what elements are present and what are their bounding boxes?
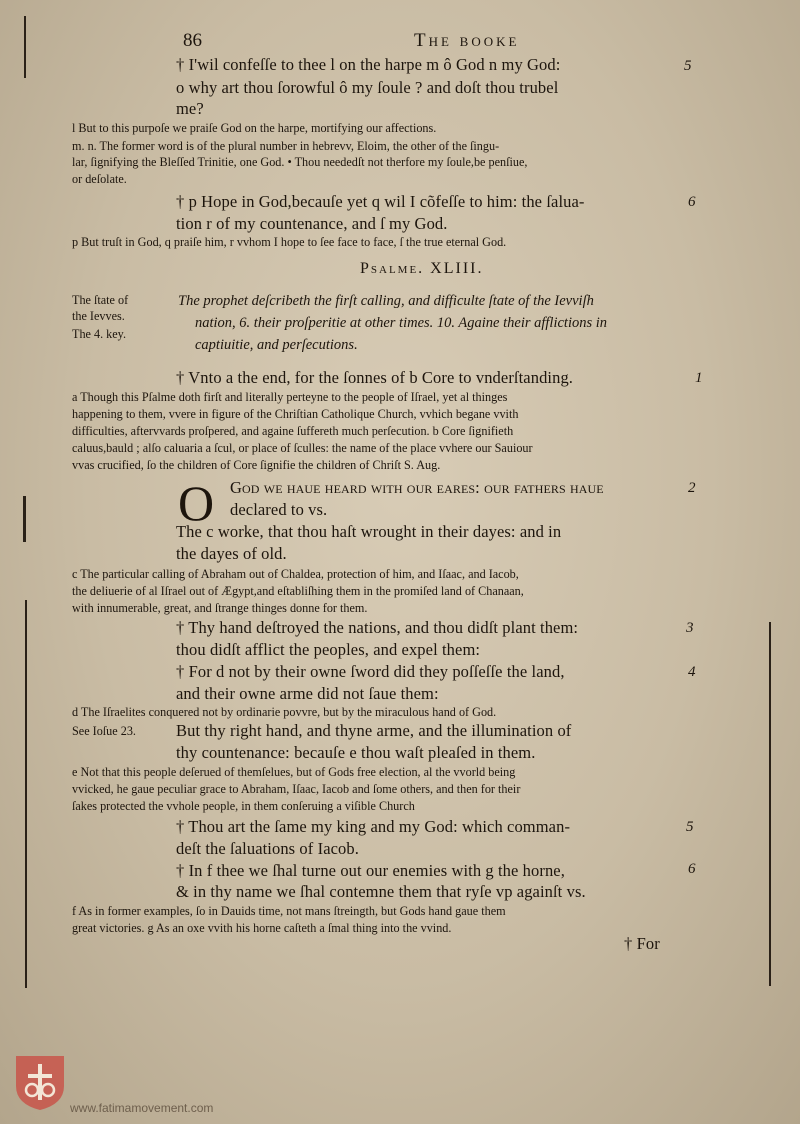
text-line: and their owne arme did not ſaue them: [176, 684, 439, 703]
margin-note: The 4. key. [72, 327, 127, 341]
text-line: o why art thou ſorowful ô my ſoule ? and doſt thou trubel [176, 78, 559, 97]
text-line: deſt the ſaluations of Iacob. [176, 839, 359, 858]
annotation-line: ſakes protected the vvhole people, in them conſeruing a viſible Church [72, 799, 415, 813]
website-link[interactable]: www.fatimamovement.com [70, 1101, 214, 1115]
text-line: & in thy name we ſhal contemne them that ryſe vp againſt vs. [176, 882, 586, 901]
annotation-line: lar, ſignifying the Bleſſed Trinitie, one God. • Thou neededſt not therfore my ſoule,be penſiue, [72, 155, 528, 169]
psalm-argument: captiuitie, and perſecutions. [195, 337, 358, 353]
fatima-crest-logo [14, 1054, 66, 1112]
annotation-line: m. n. The former word is of the plural number in hebrevv, Eloim, the other of the ſingu- [72, 139, 500, 153]
right-rule [769, 622, 771, 986]
text-line: † Thou art the ſame my king and my God: which comman- [176, 817, 571, 836]
text-line: tion r of my countenance, and ſ my God. [176, 214, 448, 233]
margin-note: See Ioſue 23. [72, 724, 136, 738]
verse-number: 1 [695, 370, 703, 386]
left-rule-long [25, 600, 27, 988]
text-line: † I'wil confeſſe to thee l on the harpe m ô God n my God: [176, 55, 561, 74]
catchword: † For [624, 934, 660, 953]
annotation-line: the deliuerie of al Iſrael out of Ægypt,and eſtabliſhing them in the promiſed land of Chanaan, [72, 584, 524, 598]
text-line: thou didſt afflict the peoples, and expel them: [176, 640, 481, 659]
drop-cap: O [178, 475, 215, 531]
left-rule-mark [23, 496, 26, 542]
text-line: But thy right hand, and thyne arme, and the illumination of [176, 721, 572, 740]
running-title: The booke [414, 30, 520, 51]
annotation-line: or deſolate. [72, 172, 127, 186]
annotation-line: great victories. g As an oxe vvith his horne caſteth a ſmal thing into the vvind. [72, 921, 452, 935]
text-line: † p Hope in God,becauſe yet q wil I cõfeſſe to him: the ſalua- [176, 192, 585, 211]
annotation-line: e Not that this people deſerued of themſelues, but of Gods free election, al the vvorld being [72, 765, 516, 779]
margin-note: The ſtate of [72, 293, 129, 307]
text-line: The c worke, that thou haſt wrought in their dayes: and in [176, 522, 562, 541]
annotation-line: c The particular calling of Abraham out of Chaldea, protection of him, and Iſaac, and Iacob, [72, 567, 519, 581]
text-line: † For d not by their owne ſword did they poſſeſſe the land, [176, 662, 565, 681]
verse-number: 6 [688, 194, 696, 210]
annotation-line: vvicked, he gaue peculiar grace to Abraham, Iſaac, Iacob and ſome others, and then for their [72, 782, 521, 796]
verse-number: 4 [688, 664, 696, 680]
text-line: † Thy hand deſtroyed the nations, and thou didſt plant them: [176, 618, 579, 637]
annotation-line: happening to them, vvere in figure of the Chriſtian Catholique Church, vvhich begane vvith [72, 407, 519, 421]
margin-note: the Ievves. [72, 309, 125, 323]
page-number: 86 [183, 30, 202, 51]
annotation-line: l But to this purpoſe we praiſe God on the harpe, mortifying our affections. [72, 121, 437, 135]
verse-number: 5 [686, 819, 694, 835]
annotation-line: d The Iſraelites conquered not by ordinarie povvre, but by the miraculous hand of God. [72, 705, 497, 719]
verse-number: 2 [688, 480, 696, 496]
annotation-line: caluus,bauld ; alſo caluaria a ſcul, or place of ſculles: the name of the place vvhere our Sauiour [72, 441, 533, 455]
text-line: the dayes of old. [176, 544, 287, 563]
text-line: thy countenance: becauſe e thou waſt pleaſed in them. [176, 743, 536, 762]
verse-number: 3 [686, 620, 694, 636]
text-line: me? [176, 99, 204, 118]
annotation-line: difficulties, aftervvards proſpered, and againe ſuffereth much perſecution. b Core ſignifieth [72, 424, 514, 438]
annotation-line: f As in former examples, ſo in Dauids time, not mans ſtreingth, but Gods hand gaue them [72, 904, 506, 918]
left-rule-top [24, 16, 26, 78]
text-line: God we haue heard with our eares: our fathers haue [230, 478, 604, 497]
verse-number: 5 [684, 58, 692, 74]
annotation-line: vvas crucified, ſo the children of Core ſignifie the children of Chriſt S. Aug. [72, 458, 441, 472]
text-line: † In f thee we ſhal turne out our enemies with g the horne, [176, 861, 565, 880]
verse-number: 6 [688, 861, 696, 877]
annotation-line: p But truſt in God, q praiſe him, r vvhom I hope to ſee face to face, ſ the true eternal God. [72, 235, 507, 249]
text-line: declared to vs. [230, 500, 328, 519]
psalm-title: Psalme. XLIII. [360, 260, 484, 277]
annotation-line: a Though this Pſalme doth firſt and literally perteyne to the people of Iſrael, yet al thinges [72, 390, 508, 404]
annotation-line: with innumerable, great, and ſtrange thinges donne for them. [72, 601, 368, 615]
psalm-argument: The prophet deſcribeth the firſt calling, and difficulte ſtate of the Ievviſh [178, 293, 594, 309]
psalm-argument: nation, 6. their proſperitie at other times. 10. Againe their afflictions in [195, 315, 608, 331]
text-line: † Vnto a the end, for the ſonnes of b Core to vnderſtanding. [176, 368, 574, 387]
